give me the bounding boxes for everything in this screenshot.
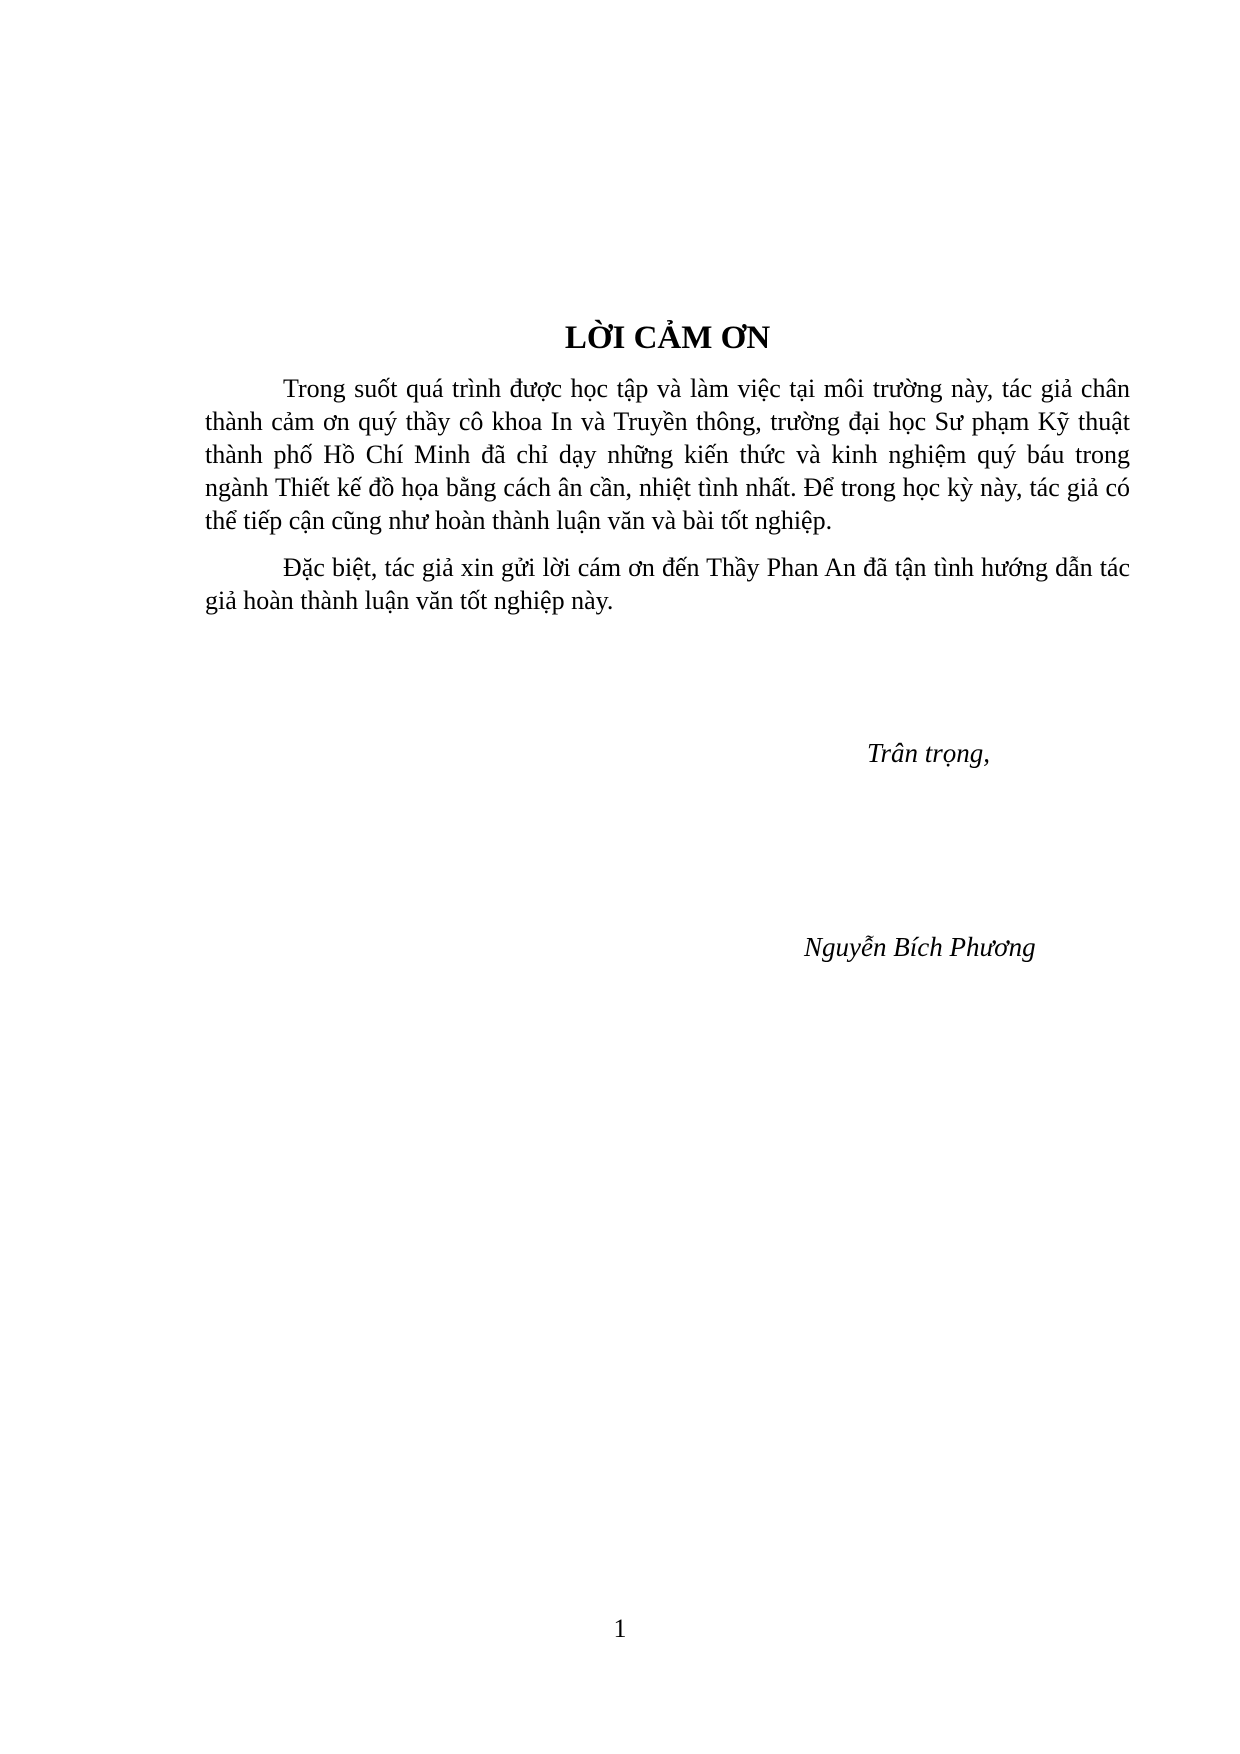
body-text xyxy=(205,372,1130,631)
closing-phrase: Trân trọng, xyxy=(867,738,991,768)
page-number: 1 xyxy=(613,1614,627,1643)
paragraph-1: Trong suốt quá trình được học tập và làm việc tại môi trường này, tác giả chân thành cảm ơn quý thầy cô khoa In và Truyền thông, trường đại học Sư phạm Kỹ thuật thành phố Hồ Chí Minh đã chỉ dạy những kiến thức và kinh nghiệm quý báu trong ngành Thiết kế đồ họa bằng cách ân cần, nhiệt tình nhất. Để trong học kỳ này, tác giả có thể tiếp cận cũng như hoàn thành luận văn và bài tốt nghiệp. xyxy=(205,374,1130,535)
page-title: LỜI CẢM ƠN xyxy=(564,320,771,356)
paragraph-2: Đặc biệt, tác giả xin gửi lời cám ơn đến Thầy Phan An đã tận tình hướng dẫn tác giả hoàn thành luận văn tốt nghiệp này. xyxy=(205,553,1130,615)
author-signature: Nguyễn Bích Phương xyxy=(804,932,1036,962)
